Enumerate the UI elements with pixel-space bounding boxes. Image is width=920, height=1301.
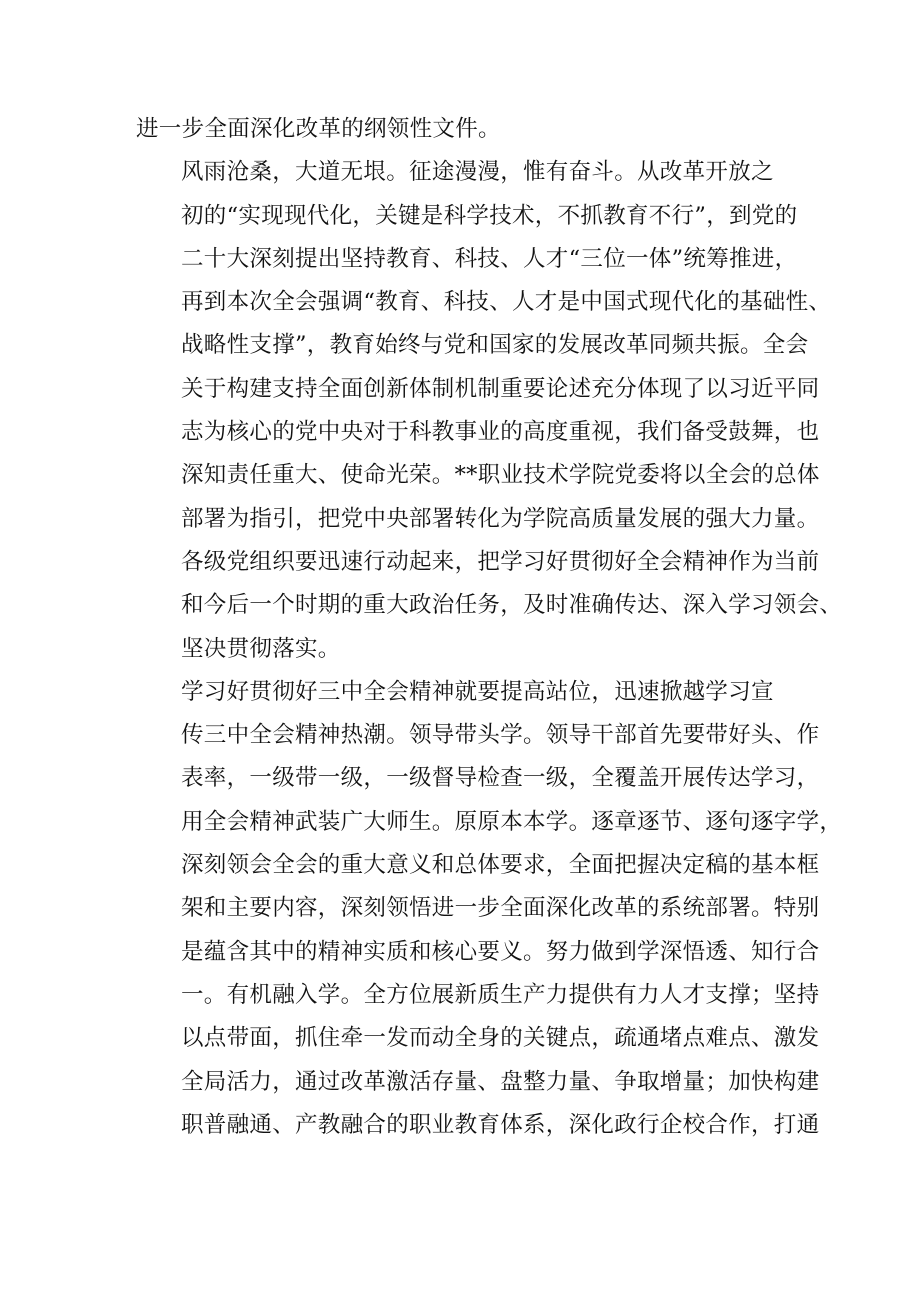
document-body (136, 108, 843, 1147)
text-line: 风雨沧桑，大道无垠。征途漫漫，惟有奋斗。从改革开放之 (181, 159, 774, 186)
text-line: 以点带面，抓住牵一发而动全身的关键点，疏通堵点难点、激发 (181, 1025, 820, 1052)
paragraph-1 (136, 108, 800, 151)
text-line: 部署为指引，把党中央部署转化为学院高质量发展的强大力量。 (181, 505, 820, 532)
text-line: 深知责任重大、使命光荣。**职业技术学院党委将以全会的总体 (181, 462, 820, 489)
text-line: 志为核心的党中央对于科教事业的高度重视，我们备受鼓舞，也 (181, 419, 820, 446)
paragraph-2 (136, 151, 843, 671)
text-line: 二十大深刻提出坚持教育、科技、人才“三位一体”统筹推进， (181, 245, 798, 272)
text-line: 用全会精神武装广大师生。原原本本学。逐章逐节、逐句逐字学， (181, 808, 843, 835)
text-line: 深刻领会全会的重大意义和总体要求，全面把握决定稿的基本框 (181, 852, 820, 879)
text-line: 各级党组织要迅速行动起来，把学习好贯彻好全会精神作为当前 (181, 548, 820, 575)
text-line: 是蕴含其中的精神实质和核心要义。努力做到学深悟透、知行合 (181, 938, 820, 965)
text-line: 职普融通、产教融合的职业教育体系，深化政行企校合作，打通 (181, 1111, 820, 1138)
text-line: 和今后一个时期的重大政治任务，及时准确传达、深入学习领会、 (181, 592, 843, 619)
paragraph-3 (136, 671, 843, 1147)
text-line: 战略性支撑”，教育始终与党和国家的发展改革同频共振。全会 (181, 332, 809, 359)
text-line: 初的“实现现代化，关键是科学技术，不抓教育不行”，到党的 (181, 202, 798, 229)
text-line: 进一步全面深化改革的纲领性文件。 (136, 116, 501, 142)
text-line: 关于构建支持全面创新体制机制重要论述充分体现了以习近平同 (181, 375, 820, 402)
text-line: 传三中全会精神热潮。领导带头学。领导干部首先要带好头、作 (181, 722, 820, 749)
text-line: 一。有机融入学。全方位展新质生产力提供有力人才支撑；坚持 (181, 981, 820, 1008)
text-line: 全局活力，通过改革激活存量、盘整力量、争取增量；加快构建 (181, 1068, 820, 1095)
text-line: 表率，一级带一级，一级督导检查一级，全覆盖开展传达学习， (181, 765, 820, 792)
text-line: 架和主要内容，深刻领悟进一步全面深化改革的系统部署。特别 (181, 895, 820, 922)
text-line: 再到本次全会强调“教育、科技、人才是中国式现代化的基础性、 (181, 289, 832, 316)
text-line: 坚决贯彻落实。 (181, 635, 341, 662)
text-line: 学习好贯彻好三中全会精神就要提高站位，迅速掀越学习宣 (181, 678, 774, 705)
